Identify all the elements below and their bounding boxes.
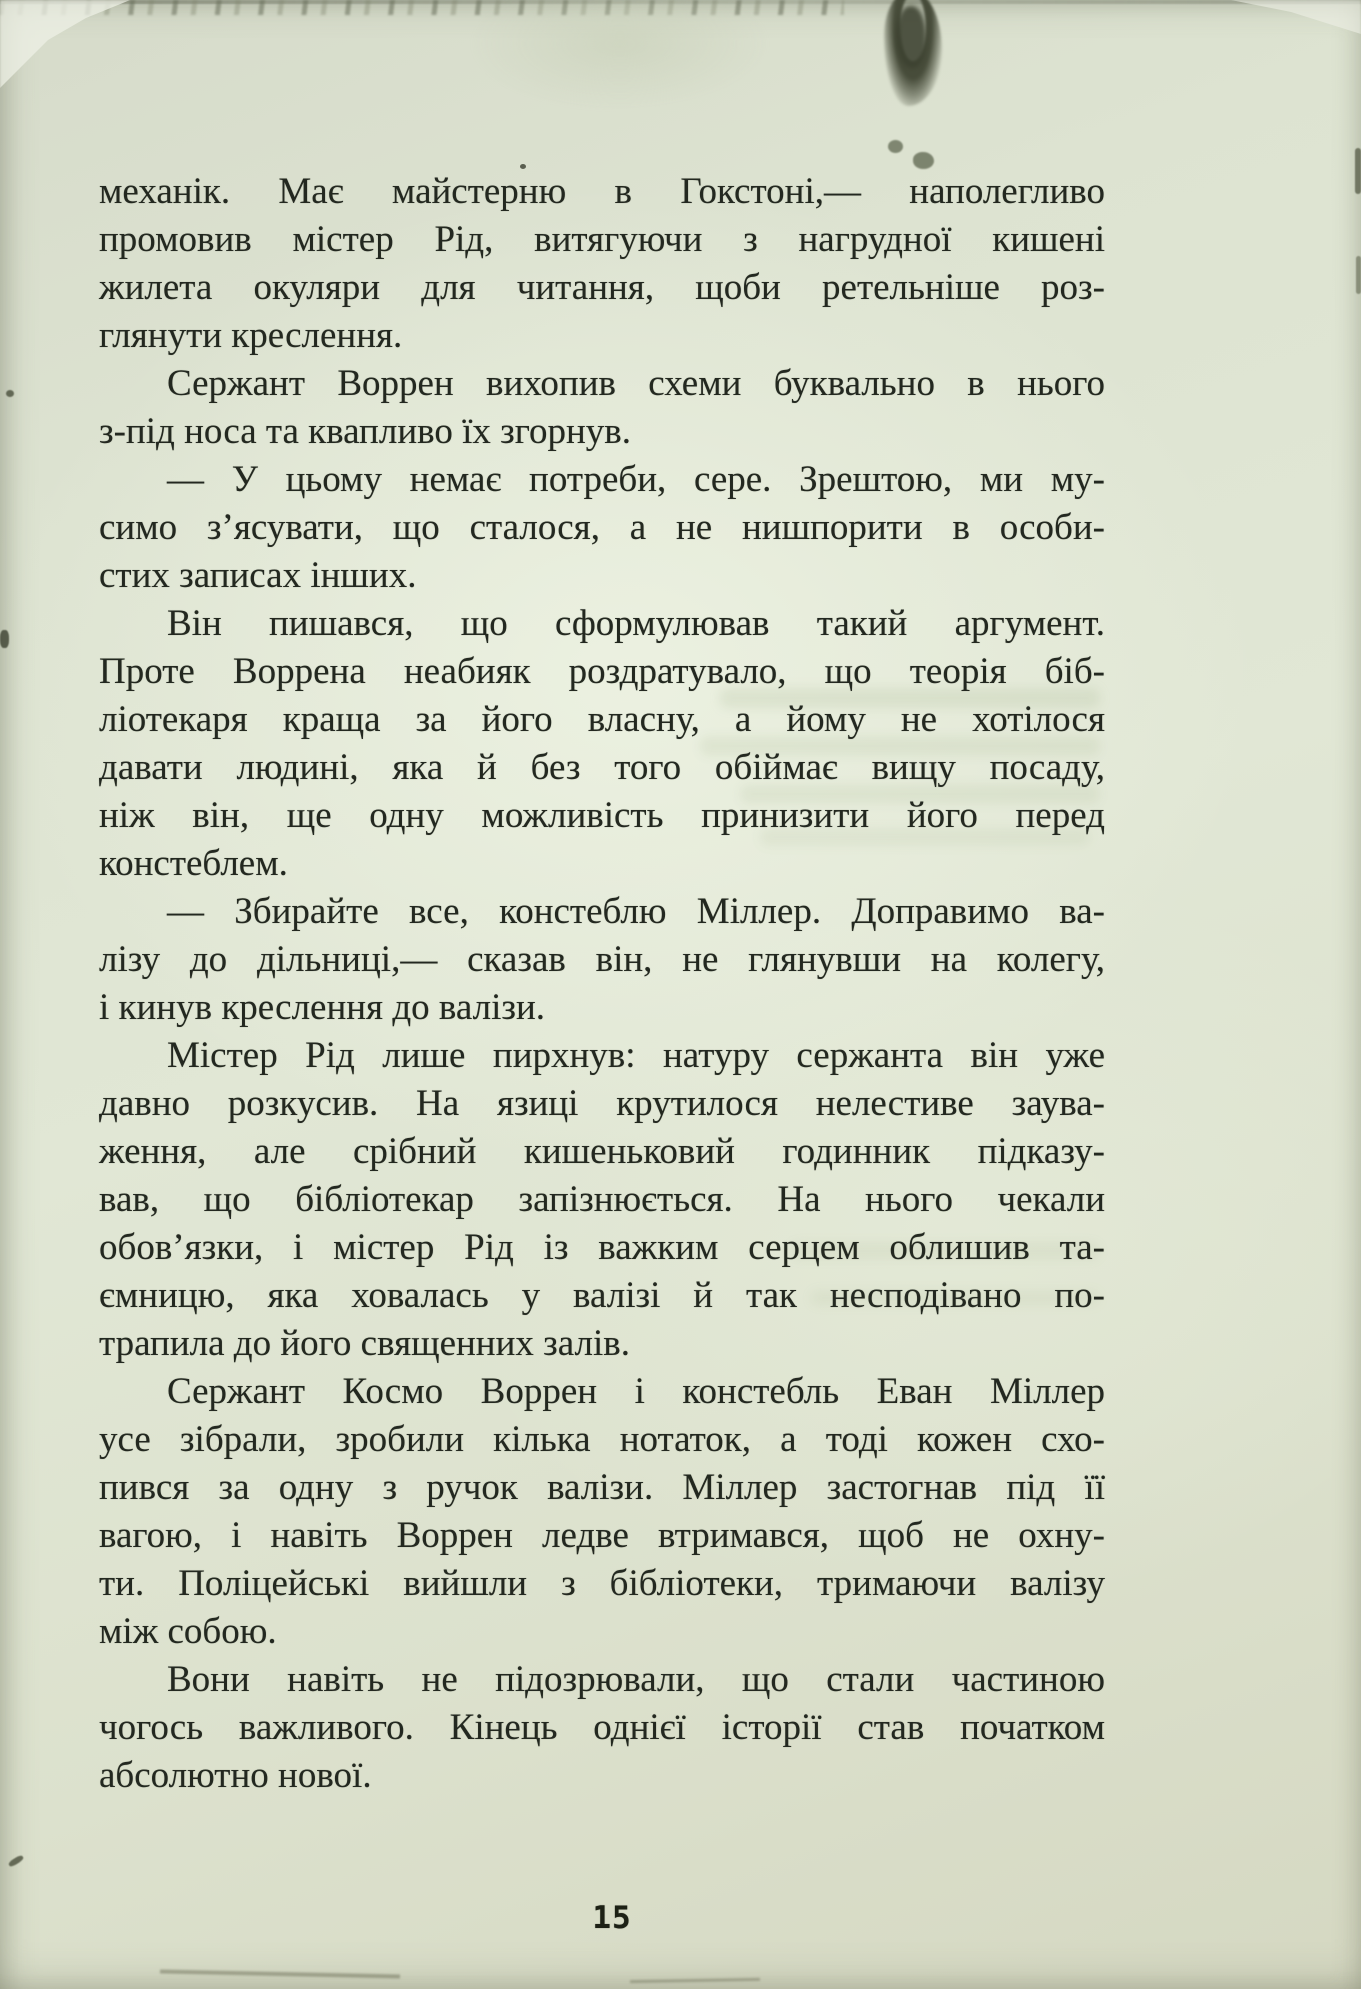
text-line: чогось важливого. Кінець однієї історії став початком [99,1707,1105,1748]
page-number: 15 [592,1900,632,1936]
text-line: промовив містер Рід, витягуючи з нагрудної кишені [99,219,1105,260]
text-line: глянути креслення. [99,315,403,356]
text-line: вав, що бібліотекар запізнюється. На нього чекали [99,1179,1105,1220]
text-line: механік. Має майстерню в Гокстоні,— наполегливо [99,171,1105,212]
text-line: Сержант Воррен вихопив схеми буквально в нього [167,363,1105,404]
text-line: з-під носа та квапливо їх згорнув. [99,411,632,452]
text-line: ніж він, ще одну можливість принизити його перед [99,795,1105,836]
ink-speck [6,390,14,397]
text-line: констеблем. [99,843,288,884]
text-line: усе зібрали, зробили кілька нотаток, а тоді кожен схо- [99,1419,1105,1460]
ink-speck [8,1854,25,1868]
text-line: Сержант Космо Воррен і констебль Еван Міллер [167,1371,1105,1412]
text-line: лізу до дільниці,— сказав він, не глянувши на колегу, [99,939,1105,980]
text-line: — Збирайте все, констеблю Міллер. Доправимо ва- [167,891,1105,932]
ink-speck [0,630,9,648]
edge-mark [1355,148,1361,194]
text-line: Проте Воррена неабияк роздратувало, що теорія біб- [99,651,1105,692]
text-line: Містер Рід лише пирхнув: натуру сержанта він уже [167,1035,1105,1076]
text-line: і кинув креслення до валізи. [99,987,546,1028]
edge-mark [630,1978,760,1983]
text-line: стих записах інших. [99,555,417,596]
text-line: між собою. [99,1611,277,1652]
text-line: вагою, і навіть Воррен ледве втримався, щоб не охну- [99,1515,1105,1556]
text-line: давно розкусив. На язиці крутилося нелестиве заува- [99,1083,1105,1124]
text-line: жилета окуляри для читання, щоби ретельніше роз- [99,267,1105,308]
text-line: ти. Поліцейські вийшли з бібліотеки, тримаючи валізу [99,1563,1105,1604]
text-line: обов’язки, і містер Рід із важким серцем облишив та- [99,1227,1105,1268]
text-line: трапила до його священних залів. [99,1323,630,1364]
text-line: абсолютно нової. [99,1755,372,1796]
text-line: — У цьому немає потреби, сере. Зрештою, ми му- [167,459,1105,500]
text-line: ження, але срібний кишеньковий годинник підказу- [99,1131,1105,1172]
ink-stain-dot [913,152,934,169]
text-line: Вони навіть не підозрювали, що стали частиною [167,1659,1105,1700]
ink-stain-dot [888,140,903,153]
text-line: Він пишався, що сформулював такий аргумент. [167,603,1105,644]
text-line: пився за одну з ручок валізи. Міллер застогнав під її [99,1467,1105,1508]
text-line: ліотекаря краща за його власну, а йому не хотілося [99,699,1105,740]
water-stain [470,0,770,110]
text-line: давати людині, яка й без того обіймає вищу посаду, [99,747,1105,788]
text-block [99,168,1105,1800]
text-line: симо з’ясувати, що сталося, а не нишпорити в особи- [99,507,1105,548]
ink-stain-core [896,6,926,68]
corner-tear-right [1221,0,1361,52]
edge-mark [160,1969,400,1978]
edge-mark [1356,256,1361,294]
text-line: ємницю, яка ховалась у валізі й так несподівано по- [99,1275,1105,1316]
